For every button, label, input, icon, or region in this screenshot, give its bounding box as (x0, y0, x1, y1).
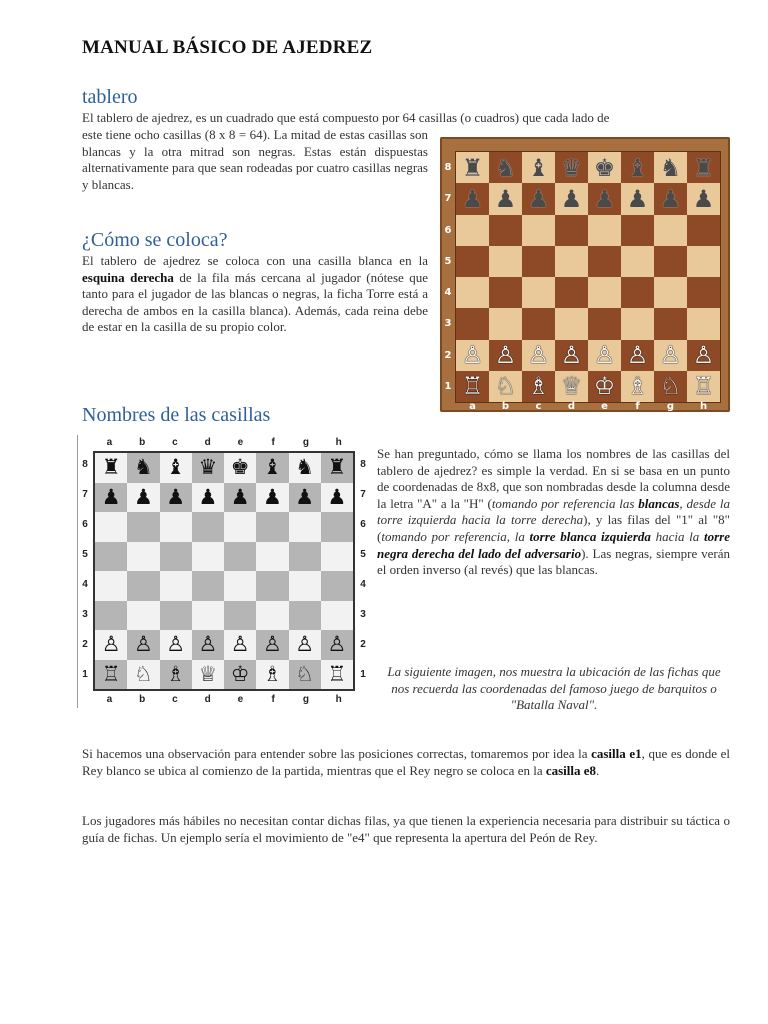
wood-square-h2 (687, 340, 720, 371)
diagram-rank-right-3: 3 (360, 609, 366, 620)
wood-square-c5 (522, 246, 555, 277)
diagram-file-top-d: d (204, 437, 211, 448)
diagram-piece-c1: ♗ (166, 661, 186, 686)
wood-piece-d1: ♕ (560, 372, 583, 401)
heading-como-se-coloca: ¿Cómo se coloca? (82, 229, 228, 251)
diagram-square-e6 (224, 512, 256, 542)
wood-square-f2 (621, 340, 654, 371)
wood-square-c1 (522, 371, 555, 402)
tablero-paragraph: este tiene ocho casillas (8 x 8 = 64). La mitad de estas casillas son blancas y la otra mitrad son negras. Estas están dispuestas alternativamente para que sean rodeadas por cuatro casillas negras y blancas. (82, 127, 428, 192)
diagram-square-b2 (127, 630, 159, 660)
casilla-e1-bold: casilla e1 (591, 746, 642, 761)
wood-square-b5 (489, 246, 522, 277)
wood-file-label-h: h (699, 401, 708, 412)
diagram-piece-f7: ♟ (262, 484, 282, 509)
wood-square-g4 (654, 277, 687, 308)
diagram-file-top-b: b (139, 437, 146, 448)
diagram-piece-g2: ♙ (295, 632, 315, 657)
wood-square-b4 (489, 277, 522, 308)
wood-square-g8 (654, 152, 687, 183)
wood-square-e3 (588, 308, 621, 339)
wood-square-h7 (687, 183, 720, 214)
diagram-piece-e2: ♙ (230, 632, 250, 657)
diagram-square-e5 (224, 542, 256, 572)
diagram-file-top-g: g (302, 437, 309, 448)
nombres-text-2: ), y las filas del "1" al "8" ( (377, 512, 730, 544)
diagram-square-a2 (95, 630, 127, 660)
wood-piece-a2: ♙ (461, 341, 484, 370)
diagram-square-c2 (160, 630, 192, 660)
jugadores-paragraph: Los jugadores más hábiles no necesitan contar dichas filas, ya que tienen la experiencia necesaria para distribuir su táctica o guía de fichas. Un ejemplo sería el movimiento de "e4" que representa la apertura del Peón de Rey. (82, 813, 730, 845)
wood-square-h1 (687, 371, 720, 402)
diagram-rank-right-6: 6 (360, 519, 366, 530)
wood-square-g6 (654, 215, 687, 246)
wood-square-h4 (687, 277, 720, 308)
diagram-file-top-f: f (271, 437, 275, 448)
wood-rank-label-4: 4 (444, 287, 452, 298)
diagram-square-e8 (224, 453, 256, 483)
diagram-square-a6 (95, 512, 127, 542)
diagram-file-top-h: h (335, 437, 342, 448)
wood-piece-h2: ♙ (692, 341, 715, 370)
wood-piece-h7: ♟ (692, 184, 715, 213)
wood-piece-e8: ♚ (593, 153, 616, 182)
wood-square-g2 (654, 340, 687, 371)
wood-piece-e2: ♙ (593, 341, 616, 370)
diagram-rank-right-4: 4 (360, 579, 366, 590)
diagram-square-d2 (192, 630, 224, 660)
diagram-square-b3 (127, 601, 159, 631)
diagram-square-d7 (192, 483, 224, 513)
nombres-italic-4: hacia la (650, 528, 704, 544)
diagram-board-grid (93, 451, 355, 691)
observacion-paragraph (82, 746, 730, 779)
diagram-square-c1 (160, 660, 192, 690)
nombres-paragraph (377, 446, 730, 579)
image-caption: La siguiente imagen, nos muestra la ubicación de las fichas que nos recuerda las coordenadas del famoso juego de barquitos o "Batalla Naval". (387, 664, 721, 712)
wood-square-h8 (687, 152, 720, 183)
diagram-rank-right-2: 2 (360, 639, 366, 650)
wood-square-f5 (621, 246, 654, 277)
wood-square-h6 (687, 215, 720, 246)
nombres-italic-2: , desde la torre izquierda hacia la torre derecha (377, 495, 730, 528)
diagram-square-c8 (160, 453, 192, 483)
wood-rank-label-6: 6 (444, 224, 452, 236)
diagram-square-c3 (160, 601, 192, 631)
wood-square-d3 (555, 308, 588, 339)
diagram-square-c4 (160, 571, 192, 601)
wood-square-f6 (621, 215, 654, 246)
wood-piece-g1: ♘ (659, 372, 682, 401)
wood-piece-e1: ♔ (593, 372, 616, 401)
diagram-square-h4 (321, 571, 353, 601)
diagram-square-e4 (224, 571, 256, 601)
diagram-piece-f1: ♗ (262, 661, 282, 686)
diagram-square-d8 (192, 453, 224, 483)
wood-piece-f8: ♝ (626, 153, 649, 182)
diagram-square-a1 (95, 660, 127, 690)
diagram-file-bottom-d: d (204, 694, 211, 705)
wood-square-f1 (621, 371, 654, 402)
diagram-piece-h2: ♙ (327, 632, 347, 657)
wood-piece-d7: ♟ (560, 184, 583, 213)
diagram-square-d3 (192, 601, 224, 631)
diagram-file-bottom-a: a (106, 694, 113, 705)
diagram-square-e3 (224, 601, 256, 631)
wood-piece-f1: ♗ (626, 372, 649, 401)
coloca-paragraph (82, 253, 428, 336)
diagram-square-g6 (289, 512, 321, 542)
wood-piece-f2: ♙ (626, 341, 649, 370)
diagram-piece-d8: ♛ (198, 455, 218, 480)
diagram-piece-g1: ♘ (295, 661, 315, 686)
diagram-piece-a8: ♜ (101, 455, 121, 480)
diagram-rank-right-5: 5 (360, 549, 366, 560)
diagram-piece-c7: ♟ (166, 484, 186, 509)
wood-piece-e7: ♟ (593, 184, 616, 213)
diagram-piece-a1: ♖ (101, 661, 121, 686)
diagram-piece-b8: ♞ (133, 455, 153, 480)
diagram-square-f3 (256, 601, 288, 631)
wood-file-label-d: d (567, 401, 576, 412)
diagram-square-d6 (192, 512, 224, 542)
coloca-text-2: de la fila más cercana al jugador (nótese que tanto para el jugador de las blancas o negras, la ficha Torre está a derecha de ambos en la casilla blanca). Además, cada reina debe de estar en la casilla de su propio color. (82, 269, 429, 335)
diagram-square-a5 (95, 542, 127, 572)
diagram-rank-left-4: 4 (82, 579, 88, 590)
wood-rank-label-5: 5 (444, 255, 452, 267)
diagram-file-bottom-g: g (302, 694, 309, 705)
diagram-square-b8 (127, 453, 159, 483)
wood-rank-label-8: 8 (444, 162, 452, 173)
diagram-piece-b7: ♟ (133, 484, 153, 509)
wood-piece-a8: ♜ (461, 153, 484, 182)
wood-piece-c2: ♙ (527, 341, 550, 370)
wood-piece-a1: ♖ (461, 372, 484, 401)
wood-square-e6 (588, 215, 621, 246)
wood-piece-d8: ♛ (560, 153, 583, 182)
diagram-square-f1 (256, 660, 288, 690)
wood-file-label-c: c (535, 401, 542, 412)
diagram-square-f8 (256, 453, 288, 483)
diagram-square-g3 (289, 601, 321, 631)
diagram-piece-g8: ♞ (295, 455, 315, 480)
diagram-file-bottom-f: f (271, 694, 275, 705)
blancas-bold: blancas (638, 495, 680, 511)
diagram-square-b7 (127, 483, 159, 513)
diagram-square-h1 (321, 660, 353, 690)
wood-square-a5 (456, 246, 489, 277)
diagram-square-g1 (289, 660, 321, 690)
wood-piece-g7: ♟ (659, 184, 682, 213)
diagram-square-g5 (289, 542, 321, 572)
wood-square-c4 (522, 277, 555, 308)
wood-square-e2 (588, 340, 621, 371)
nombres-italic-3: tomando por referencia, la (381, 528, 530, 544)
diagram-square-h5 (321, 542, 353, 572)
obs-text-2: , que es donde el Rey blanco se ubica al comienzo de la partida, mientras que el Rey negro se coloca en la (82, 746, 730, 778)
diagram-square-a4 (95, 571, 127, 601)
wood-square-b3 (489, 308, 522, 339)
diagram-square-c7 (160, 483, 192, 513)
diagram-piece-c8: ♝ (166, 455, 186, 480)
wood-square-d8 (555, 152, 588, 183)
wood-piece-a7: ♟ (461, 184, 484, 213)
wood-square-f8 (621, 152, 654, 183)
wood-file-label-g: g (666, 401, 675, 412)
heading-tablero: tablero (82, 86, 138, 108)
diagram-square-b1 (127, 660, 159, 690)
wood-piece-d2: ♙ (560, 341, 583, 370)
diagram-square-a7 (95, 483, 127, 513)
diagram-square-b5 (127, 542, 159, 572)
diagram-file-bottom-e: e (237, 694, 244, 705)
heading-nombres-casillas: Nombres de las casillas (82, 404, 271, 426)
diagram-square-h8 (321, 453, 353, 483)
diagram-rank-right-7: 7 (360, 489, 366, 500)
diagram-square-h3 (321, 601, 353, 631)
diagram-square-d1 (192, 660, 224, 690)
esquina-derecha-bold: esquina derecha (82, 269, 174, 285)
wood-square-b8 (489, 152, 522, 183)
wood-piece-b1: ♘ (494, 372, 517, 401)
torre-blanca-bold: torre blanca izquierda (529, 528, 651, 544)
wood-square-d6 (555, 215, 588, 246)
obs-text-1: Si hacemos una observación para entender sobre las posiciones correctas, tomaremos por idea la (82, 746, 592, 761)
tablero-line-1: El tablero de ajedrez, es un cuadrado que está compuesto por 64 casillas (o cuadros) que cada lado de (82, 110, 610, 125)
diagram-square-c6 (160, 512, 192, 542)
diagram-square-h6 (321, 512, 353, 542)
diagram-rank-left-6: 6 (82, 519, 88, 530)
wood-square-a8 (456, 152, 489, 183)
wood-square-e1 (588, 371, 621, 402)
diagram-file-bottom-c: c (172, 694, 178, 705)
wood-file-label-e: e (601, 401, 608, 412)
wood-file-label-a: a (469, 401, 476, 412)
wooden-board-grid (456, 152, 720, 402)
coloca-text-1: El tablero de ajedrez se coloca con una casilla blanca en la (82, 253, 428, 268)
wood-square-d5 (555, 246, 588, 277)
torre-negra-bold: torre negra derecha del lado del adversario (377, 528, 730, 561)
wood-rank-label-1: 1 (444, 380, 452, 392)
wood-piece-c1: ♗ (527, 372, 550, 401)
wood-square-a6 (456, 215, 489, 246)
wood-rank-label-7: 7 (444, 193, 452, 205)
diagram-rank-left-7: 7 (82, 489, 88, 500)
wood-piece-b7: ♟ (494, 184, 517, 213)
wood-square-e7 (588, 183, 621, 214)
wood-piece-c8: ♝ (527, 153, 550, 182)
diagram-file-bottom-b: b (139, 694, 146, 705)
wood-piece-h8: ♜ (692, 153, 715, 182)
diagram-piece-g7: ♟ (295, 484, 315, 509)
wood-square-b7 (489, 183, 522, 214)
diagram-square-d4 (192, 571, 224, 601)
diagram-square-a3 (95, 601, 127, 631)
diagram-square-f7 (256, 483, 288, 513)
diagram-piece-f2: ♙ (262, 632, 282, 657)
wood-square-d7 (555, 183, 588, 214)
diagram-file-top-c: c (172, 437, 178, 448)
diagram-rank-left-3: 3 (82, 609, 88, 620)
wood-square-c8 (522, 152, 555, 183)
wood-square-g5 (654, 246, 687, 277)
nombres-italic-1: tomando por referencia las (491, 495, 639, 511)
diagram-piece-e1: ♔ (230, 661, 250, 686)
nombres-text-1: Se han preguntado, cómo se llama los nombres de las casillas del tablero de ajedrez? es simple la verdad. En si se basa en un punto de coordenadas de 8x8, que son nombradas desde la columna desde la letra "A" a la "H" ( (377, 446, 730, 511)
wood-square-h3 (687, 308, 720, 339)
diagram-rank-left-8: 8 (82, 459, 88, 470)
wood-piece-f7: ♟ (626, 184, 649, 213)
diagram-square-h2 (321, 630, 353, 660)
wood-square-c3 (522, 308, 555, 339)
diagram-square-g7 (289, 483, 321, 513)
wood-square-e8 (588, 152, 621, 183)
wood-square-d2 (555, 340, 588, 371)
wood-square-f7 (621, 183, 654, 214)
page-title: MANUAL BÁSICO DE AJEDREZ (82, 37, 373, 58)
wood-square-d1 (555, 371, 588, 402)
diagram-square-e7 (224, 483, 256, 513)
diagram-square-c5 (160, 542, 192, 572)
wood-square-a2 (456, 340, 489, 371)
diagram-piece-a2: ♙ (101, 632, 121, 657)
wood-rank-label-2: 2 (444, 349, 452, 361)
diagram-piece-b1: ♘ (133, 661, 153, 686)
diagram-square-f4 (256, 571, 288, 601)
diagram-file-top-e: e (237, 437, 244, 448)
wood-square-f4 (621, 277, 654, 308)
diagram-square-f2 (256, 630, 288, 660)
wood-piece-b8: ♞ (494, 153, 517, 182)
diagram-square-f5 (256, 542, 288, 572)
wood-square-h5 (687, 246, 720, 277)
diagram-square-g8 (289, 453, 321, 483)
wood-square-a4 (456, 277, 489, 308)
wood-file-label-b: b (501, 401, 510, 412)
diagram-square-g2 (289, 630, 321, 660)
wood-square-c7 (522, 183, 555, 214)
diagram-piece-e8: ♚ (230, 455, 250, 480)
wood-square-c6 (522, 215, 555, 246)
wood-square-b2 (489, 340, 522, 371)
diagram-rank-left-1: 1 (82, 669, 88, 680)
wood-square-g7 (654, 183, 687, 214)
wood-square-b1 (489, 371, 522, 402)
diagram-piece-h8: ♜ (327, 455, 347, 480)
diagram-piece-f8: ♝ (262, 455, 282, 480)
casilla-e8-bold: casilla e8 (545, 762, 597, 778)
wood-piece-g2: ♙ (659, 341, 682, 370)
diagram-square-h7 (321, 483, 353, 513)
diagram-piece-a7: ♟ (101, 484, 121, 509)
wood-rank-label-3: 3 (444, 318, 452, 330)
diagram-piece-d1: ♕ (198, 661, 218, 686)
diagram-piece-d7: ♟ (198, 484, 218, 509)
wood-piece-b2: ♙ (494, 341, 517, 370)
wood-square-a1 (456, 371, 489, 402)
coordinate-diagram-image (78, 435, 368, 708)
wood-piece-g8: ♞ (659, 153, 682, 182)
diagram-piece-c2: ♙ (166, 632, 186, 657)
diagram-square-e2 (224, 630, 256, 660)
diagram-piece-e7: ♟ (230, 484, 250, 509)
wood-square-g3 (654, 308, 687, 339)
wood-square-c2 (522, 340, 555, 371)
diagram-square-a8 (95, 453, 127, 483)
wooden-chessboard-image (440, 137, 730, 412)
wood-square-a7 (456, 183, 489, 214)
diagram-piece-h7: ♟ (327, 484, 347, 509)
diagram-rank-left-2: 2 (82, 639, 88, 650)
wood-square-e5 (588, 246, 621, 277)
diagram-square-e1 (224, 660, 256, 690)
diagram-rank-left-5: 5 (82, 549, 88, 560)
diagram-file-bottom-h: h (335, 694, 342, 705)
diagram-piece-b2: ♙ (133, 632, 153, 657)
diagram-square-b6 (127, 512, 159, 542)
diagram-piece-h1: ♖ (327, 661, 347, 686)
diagram-square-f6 (256, 512, 288, 542)
wood-file-label-f: f (635, 401, 640, 412)
wood-square-f3 (621, 308, 654, 339)
diagram-square-g4 (289, 571, 321, 601)
wood-square-g1 (654, 371, 687, 402)
diagram-rank-right-1: 1 (360, 669, 366, 680)
wood-square-d4 (555, 277, 588, 308)
diagram-square-b4 (127, 571, 159, 601)
obs-text-3: . (596, 762, 600, 778)
wood-piece-c7: ♟ (527, 184, 550, 213)
wood-piece-h1: ♖ (692, 372, 715, 401)
diagram-rank-right-8: 8 (360, 459, 366, 470)
wood-square-b6 (489, 215, 522, 246)
diagram-piece-d2: ♙ (198, 632, 218, 657)
diagram-square-d5 (192, 542, 224, 572)
wood-square-a3 (456, 308, 489, 339)
nombres-text-3: ). Las negras, siempre verán el orden inverso (al revés) que las blancas. (377, 545, 730, 578)
diagram-file-top-a: a (106, 437, 113, 448)
wood-square-e4 (588, 277, 621, 308)
